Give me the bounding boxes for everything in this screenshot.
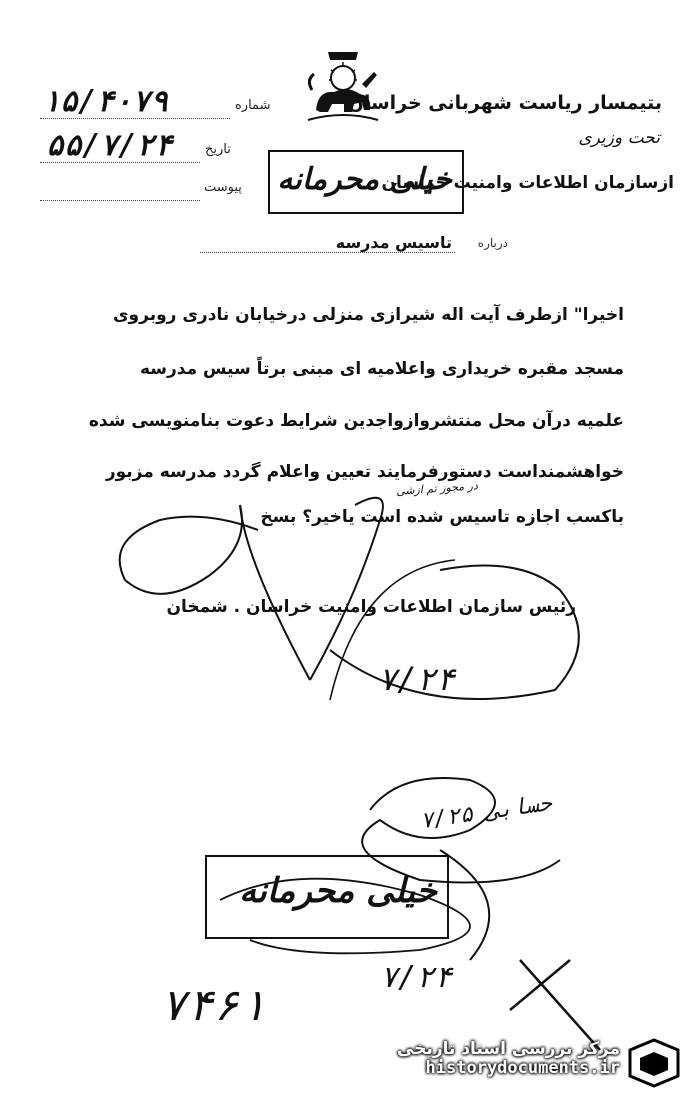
handwritten-note: حسابی ۷/۲۵ xyxy=(418,790,554,835)
sender-line: ازسازمان اطلاعات وامنیت خراسان xyxy=(381,173,674,193)
watermark-url[interactable]: historydocuments.ir xyxy=(425,1057,620,1078)
watermark-title: مرکز بررسی اسناد تاریخی xyxy=(397,1039,620,1059)
stamp-text: خیلی محرمانه xyxy=(277,162,452,197)
handwritten-number: ۷۴۶۱ xyxy=(160,980,266,1031)
body-line-3: علمیه درآن محل منتشروازواجدین شرایط دعوت بنامنویسی شده xyxy=(88,411,624,431)
subject-value: تاسیس مدرسه xyxy=(335,233,452,252)
body-line-2: مسجد مقبره خریداری واعلامیه ای مبنی برتاً سیس مدرسه xyxy=(139,359,624,379)
body-line-5: باکسب اجازه تاسیس شده است یاخیر؟ بسخ xyxy=(260,507,624,527)
handwritten-date-bottom: ۷/۲۴ xyxy=(380,960,453,995)
bottom-classification-stamp xyxy=(205,855,449,939)
date-value: ۵۵/۷/۲۴ xyxy=(46,128,173,163)
archive-watermark xyxy=(397,1040,620,1077)
body-line-4: خواهشمنداست دستورفرمایند تعیین واعلام گردد مدرسه مزبور xyxy=(105,462,624,482)
signature-title: رئیس سازمان اطلاعات وامنیت خراسان . شمخان xyxy=(166,597,576,617)
subject-label: درباره xyxy=(477,236,508,250)
department-heading: تحت وزیری xyxy=(578,128,660,148)
date-label: تاریخ xyxy=(205,142,231,157)
body-line-1: اخیرا" ازطرف آیت اله شیرازی منزلی درخیابان نادری روبروی xyxy=(112,305,624,325)
number-value: ۱۵/۴۰۷۹ xyxy=(42,84,169,119)
bottom-stamp-text: خیلی محرمانه xyxy=(239,871,437,911)
archive-logo-icon xyxy=(624,1036,682,1088)
organization-heading: بتیمسار ریاست شهربانی خراسان xyxy=(347,92,662,114)
handwritten-date-circle: ۷/۲۴ xyxy=(378,660,456,698)
number-label: شماره xyxy=(235,98,271,113)
attachment-label: پیوست xyxy=(204,180,242,195)
handwritten-insert-note: در مجوز تم ازشی xyxy=(395,479,479,498)
